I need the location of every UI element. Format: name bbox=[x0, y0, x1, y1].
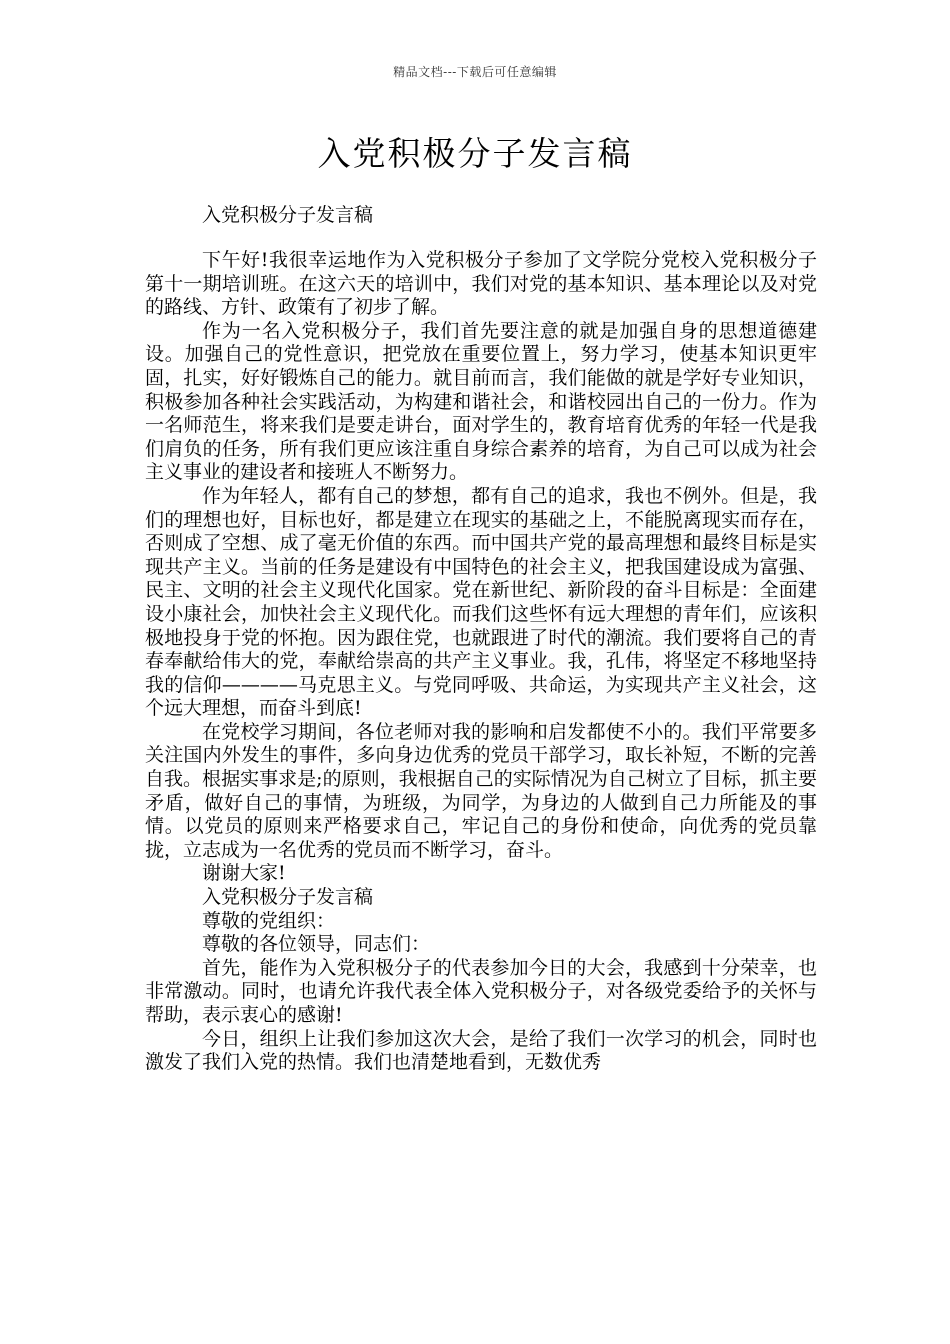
paragraph: 入党积极分子发言稿 bbox=[202, 886, 374, 909]
paragraph: 尊敬的党组织： bbox=[202, 909, 336, 932]
paragraph: 谢谢大家! bbox=[202, 862, 286, 885]
paragraph: 首先，能作为入党积极分子的代表参加今日的大会，我感到十分荣幸，也非常激动。同时，也请允许我代表全体入党积极分子，对各级党委给予的关怀与帮助，表示衷心的感谢! bbox=[145, 956, 817, 1026]
paragraph: 下午好!我很幸运地作为入党积极分子参加了文学院分党校入党积极分子第十一期培训班。在这六天的培训中，我们对党的基本知识、基本理论以及对党的路线、方针、政策有了初步了解。 bbox=[145, 249, 817, 319]
paragraph: 尊敬的各位领导，同志们： bbox=[202, 933, 431, 956]
paragraph: 作为年轻人，都有自己的梦想，都有自己的追求，我也不例外。但是，我们的理想也好，目标也好，都是建立在现实的基础之上，不能脱离现实而存在，否则成了空想、成了毫无价值的东西。而中国共产党的最高理想和最终目标是实现共产主义。当前的任务是建设有中国特色的社会主义，把我国建设成为富强、民主、文明的社会主义现代化国家。党在新世纪、新阶段的奋斗目标是：全面建设小康社会，加快社会主义现代化。而我们这些怀有远大理想的青年们，应该积极地投身于党的怀抱。因为跟住党，也就跟进了时代的潮流。我们要将自己的青春奉献给伟大的党，奉献给崇高的共产主义事业。我，孔伟，将坚定不移地坚持我的信仰————马克思主义。与党同呼吸、共命运，为实现共产主义社会，这个远大理想，而奋斗到底! bbox=[145, 484, 817, 720]
paragraph: 作为一名入党积极分子，我们首先要注意的就是加强自身的思想道德建设。加强自己的党性意识，把党放在重要位置上，努力学习，使基本知识更牢固，扎实，好好锻炼自己的能力。就目前而言，我们能做的就是学好专业知识，积极参加各种社会实践活动，为构建和谐社会，和谐校园出自己的一份力。作为一名师范生，将来我们是要走讲台，面对学生的，教育培育优秀的年轻一代是我们肩负的任务，所有我们更应该注重自身综合素养的培育，为自己可以成为社会主义事业的建设者和接班人不断努力。 bbox=[145, 319, 817, 484]
document-title: 入党积极分子发言稿 bbox=[317, 134, 633, 173]
document-subtitle: 入党积极分子发言稿 bbox=[202, 204, 374, 226]
paragraph: 在党校学习期间，各位老师对我的影响和启发都使不小的。我们平常要多关注国内外发生的事件，多向身边优秀的党员干部学习，取长补短，不断的完善自我。根据实事求是;的原则，我根据自己的实际情况为自己树立了目标，抓主要矛盾，做好自己的事情，为班级，为同学，为身边的人做到自己力所能及的事情。以党员的原则来严格要求自己，牢记自己的身份和使命，向优秀的党员靠拢，立志成为一名优秀的党员而不断学习，奋斗。 bbox=[145, 720, 817, 861]
document-body bbox=[145, 249, 817, 1075]
paragraph: 今日，组织上让我们参加这次大会，是给了我们一次学习的机会，同时也激发了我们入党的热情。我们也清楚地看到，无数优秀 bbox=[145, 1027, 817, 1074]
header-note: 精品文档---下载后可任意编辑 bbox=[393, 65, 557, 79]
